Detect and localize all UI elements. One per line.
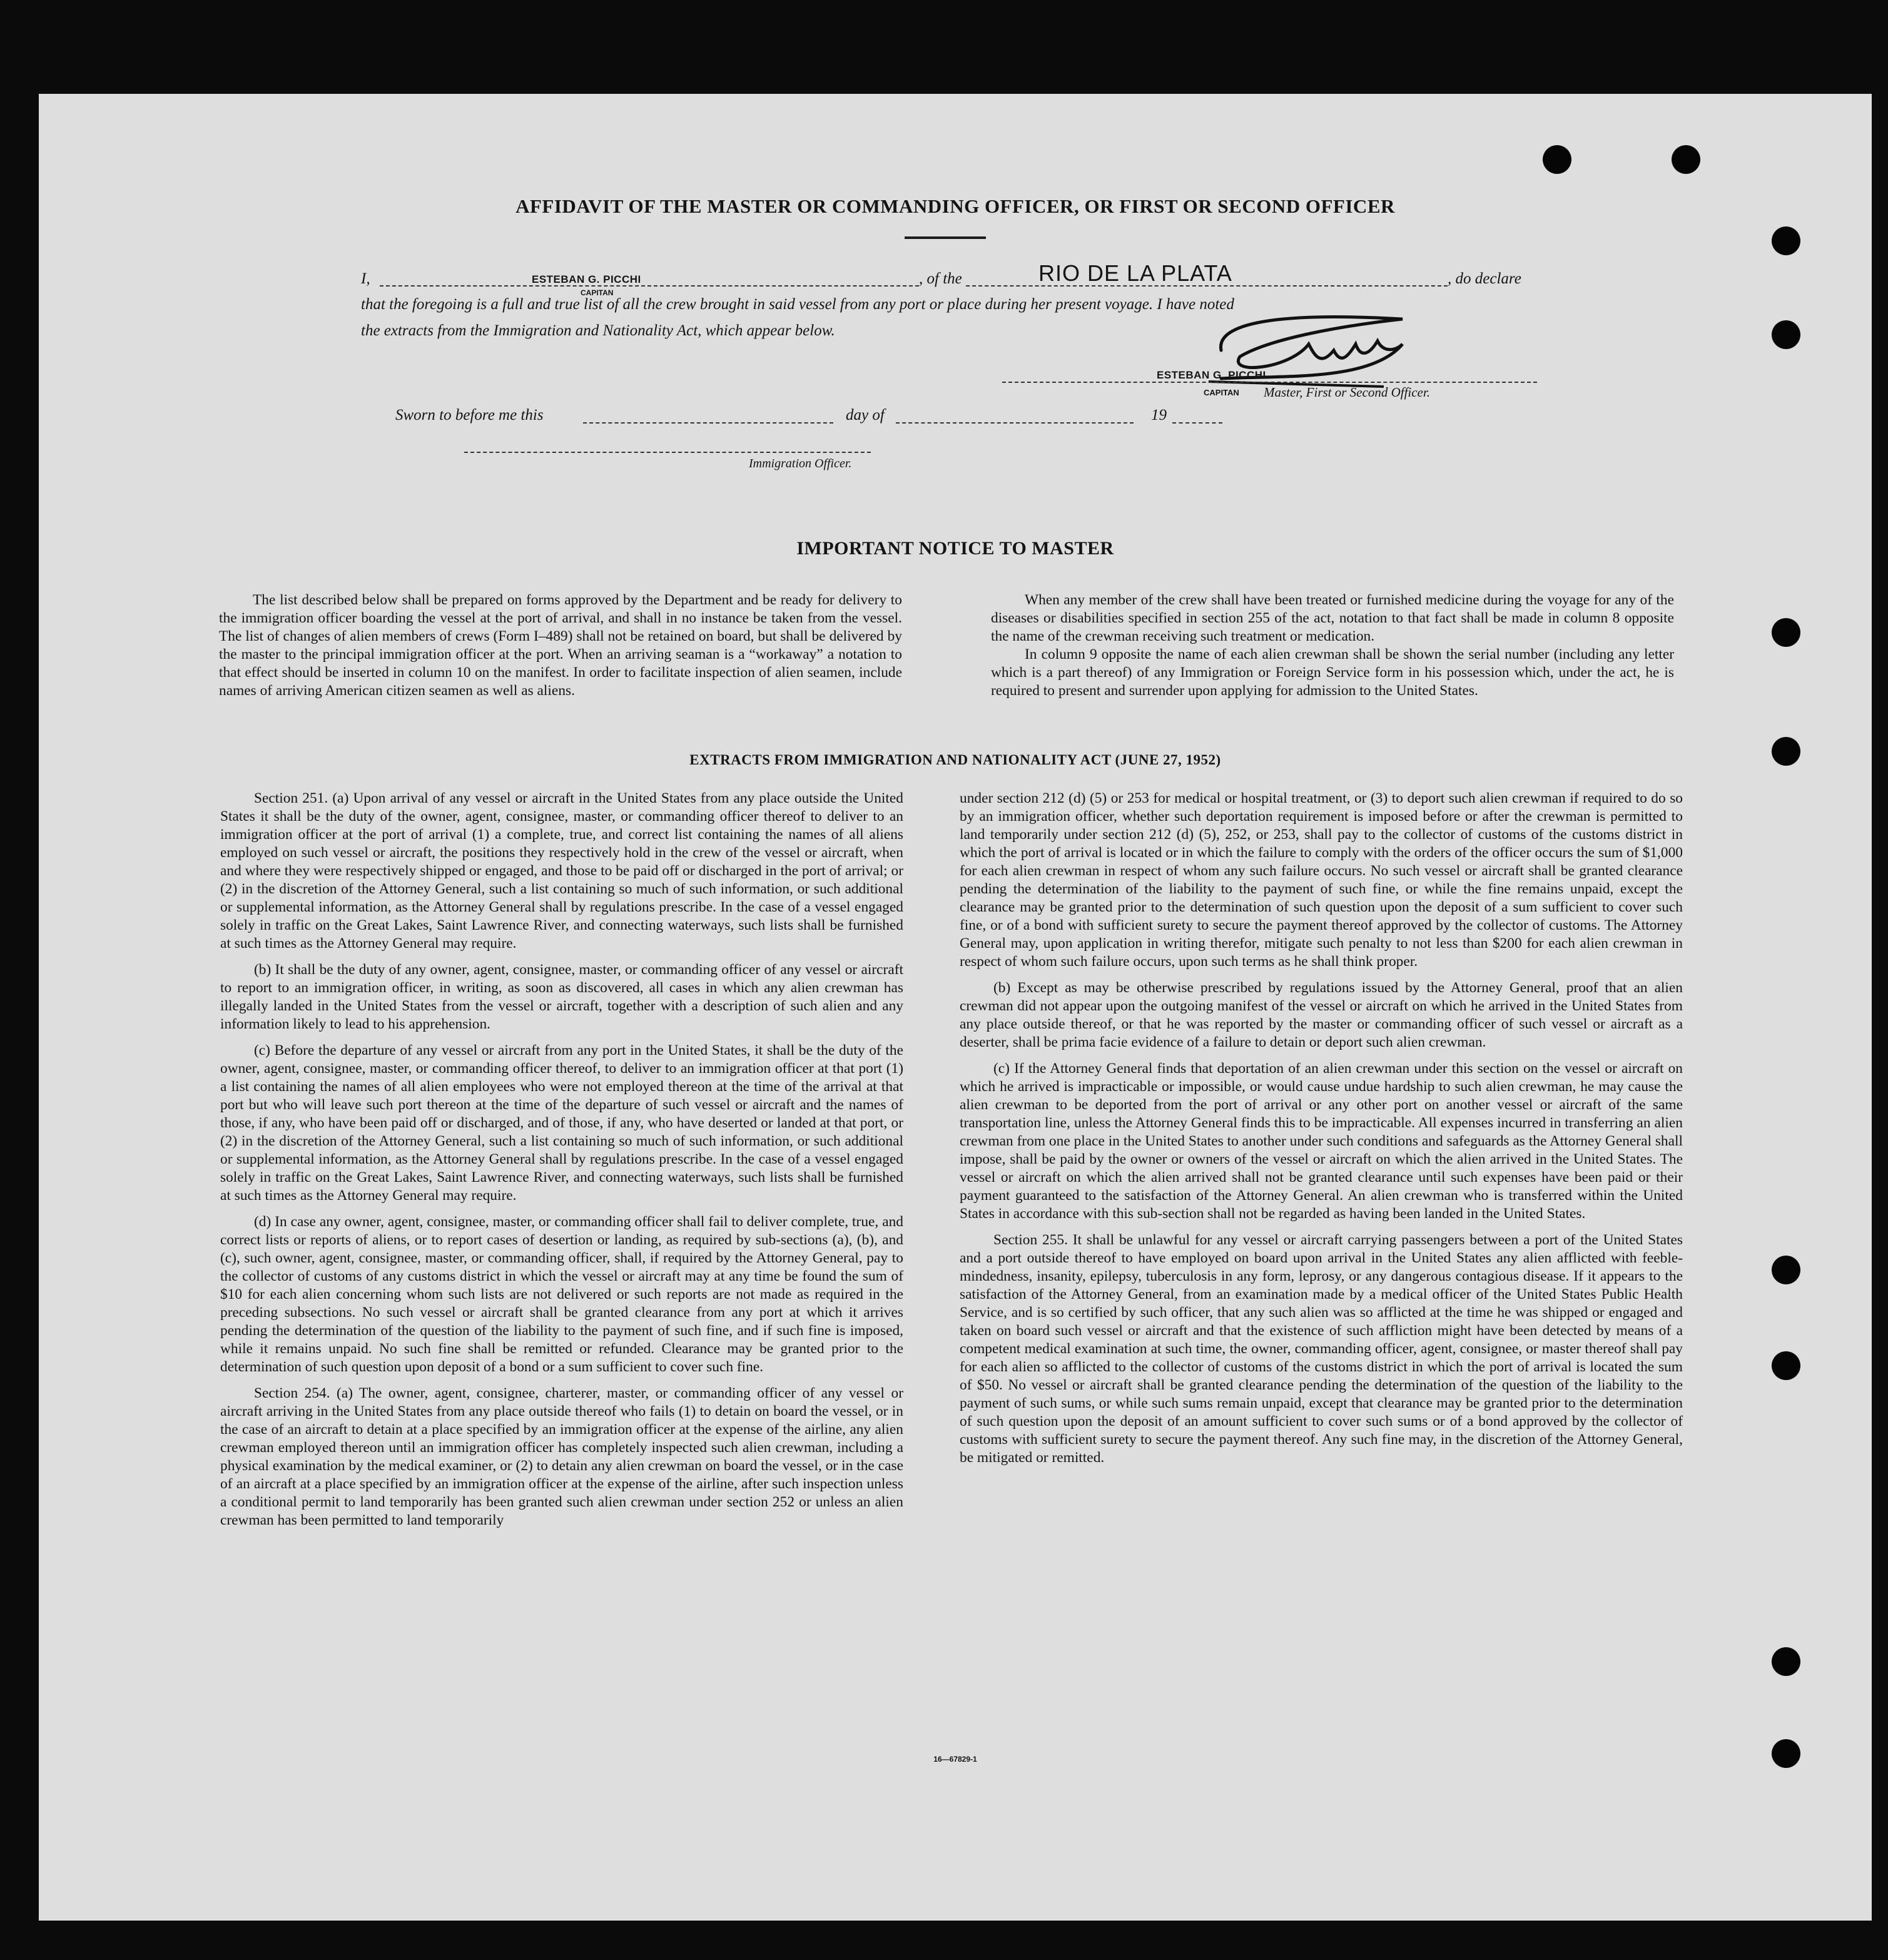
declarant-line: [380, 285, 919, 287]
punch-hole: [1772, 618, 1800, 647]
notice-paragraph: When any member of the crew shall have been treated or furnished medicine during the voyage for any of the diseases or disabilities specified in section 255 of the act, notation to that fact shall be made in column 8 opposite the name of the crewman receiving such treatment or medication.: [991, 592, 1674, 644]
punch-hole: [1772, 1351, 1800, 1380]
extract-paragraph: Section 254. (a) The owner, agent, consignee, charterer, master, or commanding officer of any vessel or aircraft arriving in the United States from any place outside thereof who fails (1) to detain on board the vessel, or in the case of an aircraft to detain at a place specified by an immigration officer at the expense of the airline, any alien crewman employed thereon until an immigration officer has completely inspected such alien crewman, including a physical examination by the medical examiner, or (2) to detain any alien crewman on board the vessel, or in the case of an aircraft at a place specified by an immigration officer at the expense of the airline, after such inspection unless a conditional permit to land temporarily has been granted such alien crewman under section 252 or unless an alien crewman has been permitted to land temporarily: [220, 1385, 903, 1528]
sworn-year-line: [1172, 422, 1222, 424]
notice-right-column: [991, 591, 1674, 708]
sworn-month-line: [896, 422, 1134, 424]
signature-line: [1002, 382, 1537, 383]
extract-paragraph: under section 212 (d) (5) or 253 for medical or hospital treatment, or (3) to deport such alien crewman if required to do so by an immigration officer, whether such deportation requirement is imposed before or after the crewman is permitted to land temporarily under section 212 (d) (5), 252, or 253, shall pay to the collector of customs of the customs district in which the port of arrival is located or in which the failure to comply with the orders of the officer occurs the sum of $1,000 for each alien crewman in respect of whom any such failure occurs. No such vessel or aircraft shall be granted clearance pending the determination of the liability to the payment of such fine, or while the fine remains unpaid, except the clearance may be granted prior to the determination of such question upon the deposit of a sum sufficient to cover such fine, or of a bond with sufficient surety to secure the payment thereof approved by the collector of customs. The Attorney General may, upon application in writing therefor, mitigate such penalty to not less than $200 for each alien crewman in respect of whom such failure occurs, upon such terms as he shall think proper.: [960, 790, 1683, 970]
sworn-day-line: [583, 422, 833, 424]
do-declare-label: , do declare: [1448, 270, 1521, 287]
day-of-label: day of: [846, 407, 885, 424]
punch-hole: [1543, 145, 1571, 174]
of-the-label: , of the: [919, 270, 962, 287]
sworn-label: Sworn to before me this: [395, 407, 544, 424]
punch-hole: [1772, 320, 1800, 349]
extracts-title: EXTRACTS FROM IMMIGRATION AND NATIONALITY ACT (JUNE 27, 1952): [689, 752, 1221, 768]
vessel-name: RIO DE LA PLATA: [1038, 260, 1232, 286]
affidavit-title: AFFIDAVIT OF THE MASTER OR COMMANDING OFFICER, OR FIRST OR SECOND OFFICER: [515, 195, 1395, 217]
extract-paragraph: (b) Except as may be otherwise prescribed by regulations issued by the Attorney General, proof that an alien crewman did not appear upon the outgoing manifest of the vessel or aircraft on which he arrived in the United States from any place outside thereof, or that he was reported by the master or commanding officer of such vessel or aircraft as a deserter, shall be prima facie evidence of a failure to detain or deport such alien crewman.: [960, 980, 1683, 1050]
extracts-right-column: [960, 790, 1683, 1475]
punch-hole: [1672, 145, 1700, 174]
extract-paragraph: (b) It shall be the duty of any owner, agent, consignee, master, or commanding officer of any vessel or aircraft to report to an immigration officer, in writing, as soon as discovered, all cases in which any alien crewman has illegally landed in the United States from the vessel or aircraft, together with a description of such alien and any information likely to lead to his apprehension.: [220, 962, 903, 1032]
extract-paragraph: (c) If the Attorney General finds that deportation of an alien crewman under this section on the vessel or aircraft on which he arrived is impracticable or impossible, or would cause undue hardship to such alien crewman, he may cause the alien crewman to be deported from the port of arrival or any other port on another vessel or aircraft of the same transportation line, unless the Attorney General finds this to be impracticable. All expenses incurred in transferring an alien crewman from one place in the United States to another under such conditions and safeguards as the Attorney General shall impose, shall be paid by the owner or owners of the vessel or aircraft on which the alien arrived in the United States. The vessel or aircraft on which the alien arrived shall not be granted clearance until such expenses have been paid or their payment guaranteed to the satisfaction of the Attorney General. An alien crewman who is transferred within the United States in accordance with this sub-section shall not be regarded as having been landed in the United States.: [960, 1060, 1683, 1222]
extract-paragraph: (d) In case any owner, agent, consignee, master, or commanding officer shall fail to deliver complete, true, and correct lists or reports of aliens, or to report cases of desertion or landing, as required by sub-sections (a), (b), and (c), such owner, agent, consignee, master, or commanding officer, shall, if required by the Attorney General, pay to the collector of customs of any customs district in which the vessel or aircraft may at any time be found the sum of $10 for each alien concerning whom such lists are not delivered or such reports are not made as required in the preceding subsections. No such vessel or aircraft shall be granted clearance from any port at which it arrives pending the determination of the question of the liability to the payment of such fine, and if such fine is imposed, while it remains unpaid. No such fine shall be remitted or refunded. Clearance may be granted prior to the determination of such question upon deposit of a bond or a sum sufficient to cover such fine.: [220, 1214, 903, 1375]
extract-paragraph: Section 251. (a) Upon arrival of any vessel or aircraft in the United States from any place outside the United States it shall be the duty of the owner, agent, consignee, master, or commanding officer thereof to deliver to an immigration officer at the port of arrival (1) a complete, true, and correct list containing the names of all aliens employed on such vessel or aircraft, the positions they respectively hold in the crew of the vessel or aircraft, when and where they were respectively shipped or engaged, and those to be paid off or discharged in the port of arrival; or (2) in the discretion of the Attorney General, such a list containing so much of such information, or such additional or supplemental information, as the Attorney General shall by regulations prescribe. In the case of a vessel engaged solely in traffic on the Great Lakes, Saint Lawrence River, and connecting waterways, such lists shall be furnished at such times as the Attorney General may require.: [220, 790, 903, 952]
notice-paragraph: The list described below shall be prepared on forms approved by the Department and be ready for delivery to the immigration officer boarding the vessel at the port of arrival, and shall in no instance be taken from the vessel. The list of changes of alien members of crews (Form I–489) shall not be retained on board, but shall be delivered by the master to the principal immigration officer at the port. When an arriving seaman is a “workaway” a notation to that effect should be inserted in column 10 on the manifest. In order to facilitate inspection of alien seamen, include names of arriving American citizen seamen as well as aliens.: [219, 592, 902, 699]
punch-hole: [1772, 1256, 1800, 1284]
signature-rank: CAPITAN: [1204, 388, 1239, 397]
declarant-rank: CAPITAN: [581, 288, 614, 297]
punch-hole: [1772, 1647, 1800, 1676]
affidavit-line-2: that the foregoing is a full and true list of all the crew brought in said vessel from any port or place during her present voyage. I have noted: [361, 296, 1234, 313]
document-page: [39, 94, 1872, 1921]
extract-paragraph: (c) Before the departure of any vessel or aircraft from any port in the United States, it shall be the duty of the owner, agent, consignee, master, or commanding officer thereof, to deliver to an immigration officer at that port (1) a list containing the names of all alien employees who were not employed thereon at the time of the arrival at that port but who will leave such port thereon at the time of the departure of such vessel or aircraft and the names of those, if any, who have been paid off or discharged, and of those, if any, who have deserted or landed at that port, or (2) in the discretion of the Attorney General, such a list containing so much of such information, or such additional or supplemental information, as the Attorney General shall by regulations prescribe. In the case of a vessel engaged solely in traffic on the Great Lakes, Saint Lawrence River, and connecting waterways, such lists shall be furnished at such times as the Attorney General may require.: [220, 1042, 903, 1204]
signature-name: ESTEBAN G. PICCHI: [1157, 369, 1266, 381]
immigration-officer-line: [464, 452, 871, 453]
extract-paragraph: Section 255. It shall be unlawful for any vessel or aircraft carrying passengers between a port of the United States and a port outside thereof to have employed on board upon arrival in the United States any alien afflicted with feeble-mindedness, insanity, epilepsy, tuberculosis in any form, leprosy, or any dangerous contagious disease. If it appears to the satisfaction of the Attorney General, from an examination made by a medical officer of the United States Public Health Service, and is so certified by such officer, that any such alien was so afflicted at the time he was shipped or engaged and taken on board such vessel or aircraft and that the existence of such affliction might have been detected by means of a competent medical examination at such time, the owner, commanding officer, agent, consignee, or master thereof shall pay for each alien so afflicted to the collector of customs of the customs district in which the port of arrival is located the sum of $50. No vessel or aircraft shall be granted clearance pending the determination of the question of the liability to the payment of such sums, or while such sums remain unpaid, except that clearance may be granted prior to the determination of such question upon the deposit of an amount sufficient to cover such sums or of a bond approved by the collector of customs with sufficient surety to secure the payment thereof. Any such fine may, in the discretion of the Attorney General, be mitigated or remitted.: [960, 1232, 1683, 1466]
punch-hole: [1772, 226, 1800, 255]
punch-hole: [1772, 1739, 1800, 1768]
immigration-officer-label: Immigration Officer.: [749, 457, 852, 470]
i-label: I,: [361, 270, 370, 287]
notice-left-column: [219, 591, 902, 708]
form-number: 16—67829-1: [933, 1755, 977, 1764]
extracts-left-column: [220, 790, 903, 1538]
notice-paragraph: In column 9 opposite the name of each alien crewman shall be shown the serial number (including any letter which is a part thereof) of any Immigration or Foreign Service form in his possession which, under the act, he is required to present and surrender upon applying for admission to the United States.: [991, 646, 1674, 699]
year-label: 19: [1151, 407, 1167, 424]
notice-title: IMPORTANT NOTICE TO MASTER: [796, 538, 1114, 559]
signature-caption: Master, First or Second Officer.: [1264, 385, 1430, 400]
title-rule: [905, 236, 986, 239]
affidavit-line-3: the extracts from the Immigration and Nationality Act, which appear below.: [361, 322, 835, 339]
declarant-name: ESTEBAN G. PICCHI: [532, 273, 641, 285]
